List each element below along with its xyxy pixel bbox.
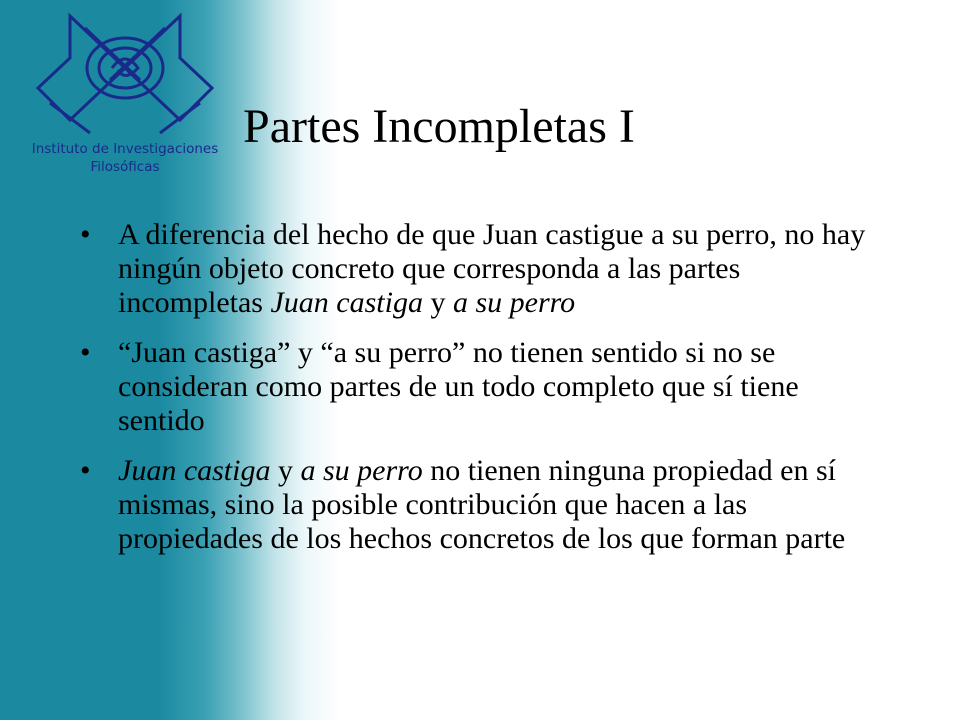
bullet-italic-text: a su perro: [452, 286, 576, 319]
bullet-italic-text: Juan castiga: [270, 286, 423, 319]
bullet-text: y: [270, 454, 301, 487]
bullet-dot: •: [80, 336, 91, 369]
slide-title: Partes Incompletas I: [243, 100, 635, 153]
bullet-list: [80, 218, 880, 572]
bullet-text: y: [422, 286, 453, 319]
bullet-italic-text: a su perro: [300, 454, 423, 487]
logo-text-line2: Filosóficas: [90, 159, 160, 175]
bullet-item-2: [80, 336, 880, 438]
bullet-italic-text: Juan castiga: [118, 454, 271, 487]
bullet-text: “Juan castiga” y “a su perro” no tienen sentido si no se consideran como partes de un todo completo que sí tiene sentido: [118, 336, 799, 437]
bullet-text: A diferencia del hecho de que Juan castigue a su perro, no hay ningún objeto concreto que corresponda a las partes incompletas: [118, 218, 866, 319]
logo-text-line1: Instituto de Investigaciones: [31, 141, 219, 157]
bullet-dot: •: [80, 454, 91, 487]
bullet-item-1: [80, 218, 880, 320]
bullet-item-3: [80, 454, 880, 556]
institute-emblem-icon: [30, 8, 220, 138]
bullet-text: no tienen ninguna propiedad en sí mismas, sino la posible contribución que hacen a las propiedades de los hechos concretos de los que forman parte: [118, 454, 846, 555]
institute-logo: [20, 8, 230, 183]
bullet-dot: •: [80, 218, 91, 251]
